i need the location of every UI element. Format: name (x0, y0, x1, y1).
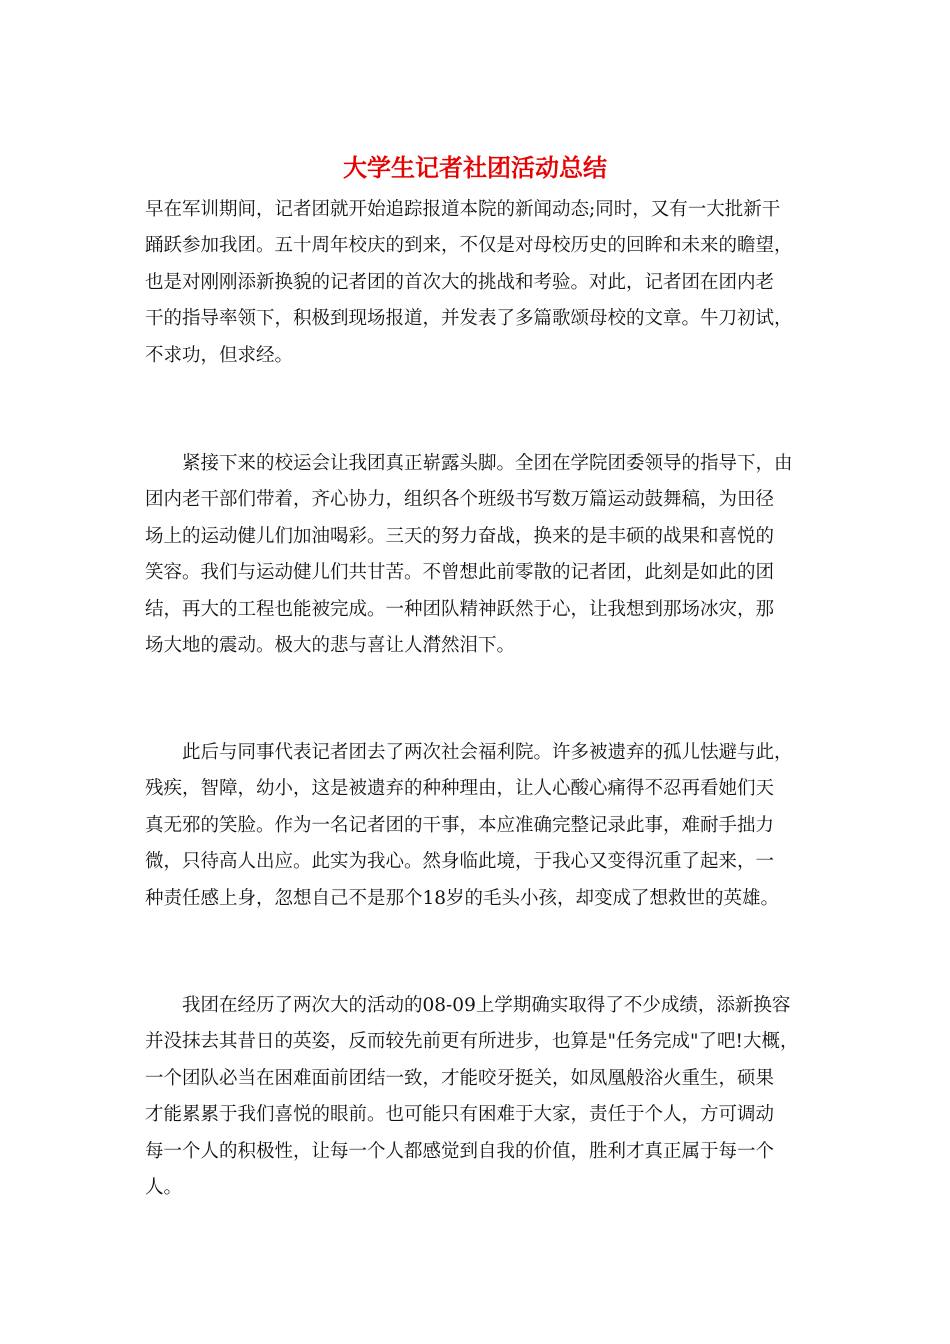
paragraph-1 (145, 192, 805, 374)
paragraph-line: 微，只待高人出应。此实为我心。然身临此境，于我心又变得沉重了起来，一 (145, 851, 775, 873)
paragraph-line: 干的指导率领下，积极到现场报道，并发表了多篇歌颂母校的文章。牛刀初试， (145, 308, 793, 330)
paragraph-line: 场上的运动健儿们加油喝彩。三天的努力奋战，换来的是丰硕的战果和喜悦的 (145, 525, 775, 547)
paragraph-line: 早在军训期间，记者团就开始追踪报道本院的新闻动态;同时，又有一大批新干 (145, 199, 781, 220)
paragraph-2 (145, 446, 805, 664)
paragraph-4 (145, 988, 805, 1206)
paragraph-line: 团内老干部们带着，齐心协力，组织各个班级书写数万篇运动鼓舞稿，为田径 (145, 489, 775, 511)
paragraph-line: 结，再大的工程也能被完成。一种团队精神跃然于心，让我想到那场冰灾，那 (145, 598, 775, 620)
paragraph-line: 笑容。我们与运动健儿们共甘苦。不曾想此前零散的记者团，此刻是如此的团 (145, 562, 775, 584)
document-title: 大学生记者社团活动总结 (343, 153, 607, 182)
paragraph-line: 残疾，智障，幼小，这是被遗弃的种种理由，让人心酸心痛得不忍再看她们天 (145, 778, 775, 800)
paragraph-line: 种责任感上身，忽想自己不是那个18岁的毛头小孩，却变成了想救世的英雄。 (145, 887, 780, 909)
paragraph-line: 并没抹去其昔日的英姿，反而较先前更有所进步，也算是"任务完成"了吧!大概， (145, 1031, 799, 1053)
paragraph-line: 人。 (145, 1176, 183, 1198)
paragraph-line: 每一个人的积极性，让每一个人都感觉到自我的价值，胜利才真正属于每一个 (145, 1140, 775, 1162)
paragraph-line: 一个团队必当在困难面前团结一致，才能咬牙挺关，如凤凰般浴火重生，硕果 (145, 1067, 775, 1089)
paragraph-line: 紧接下来的校运会让我团真正崭露头脚。全团在学院团委领导的指导下，由 (145, 453, 793, 474)
paragraph-line: 也是对刚刚添新换貌的记者团的首次大的挑战和考验。对此，记者团在团内老 (145, 271, 775, 293)
paragraph-line: 才能累累于我们喜悦的眼前。也可能只有困难于大家，责任于个人，方可调动 (145, 1104, 775, 1126)
paragraph-line: 踊跃参加我团。五十周年校庆的到来，不仅是对母校历史的回眸和未来的瞻望， (145, 235, 793, 257)
paragraph-3 (145, 735, 805, 917)
paragraph-line: 此后与同事代表记者团去了两次社会福利院。许多被遗弃的孤儿怯避与此， (145, 742, 793, 763)
paragraph-line: 真无邪的笑脸。作为一名记者团的干事，本应准确完整记录此事，难耐手拙力 (145, 814, 775, 836)
paragraph-line: 场大地的震动。极大的悲与喜让人潸然泪下。 (145, 634, 516, 656)
paragraph-line: 不求功，但求经。 (145, 344, 294, 366)
paragraph-line: 我团在经历了两次大的活动的08-09上学期确实取得了不少成绩，添新换容 (145, 995, 791, 1016)
